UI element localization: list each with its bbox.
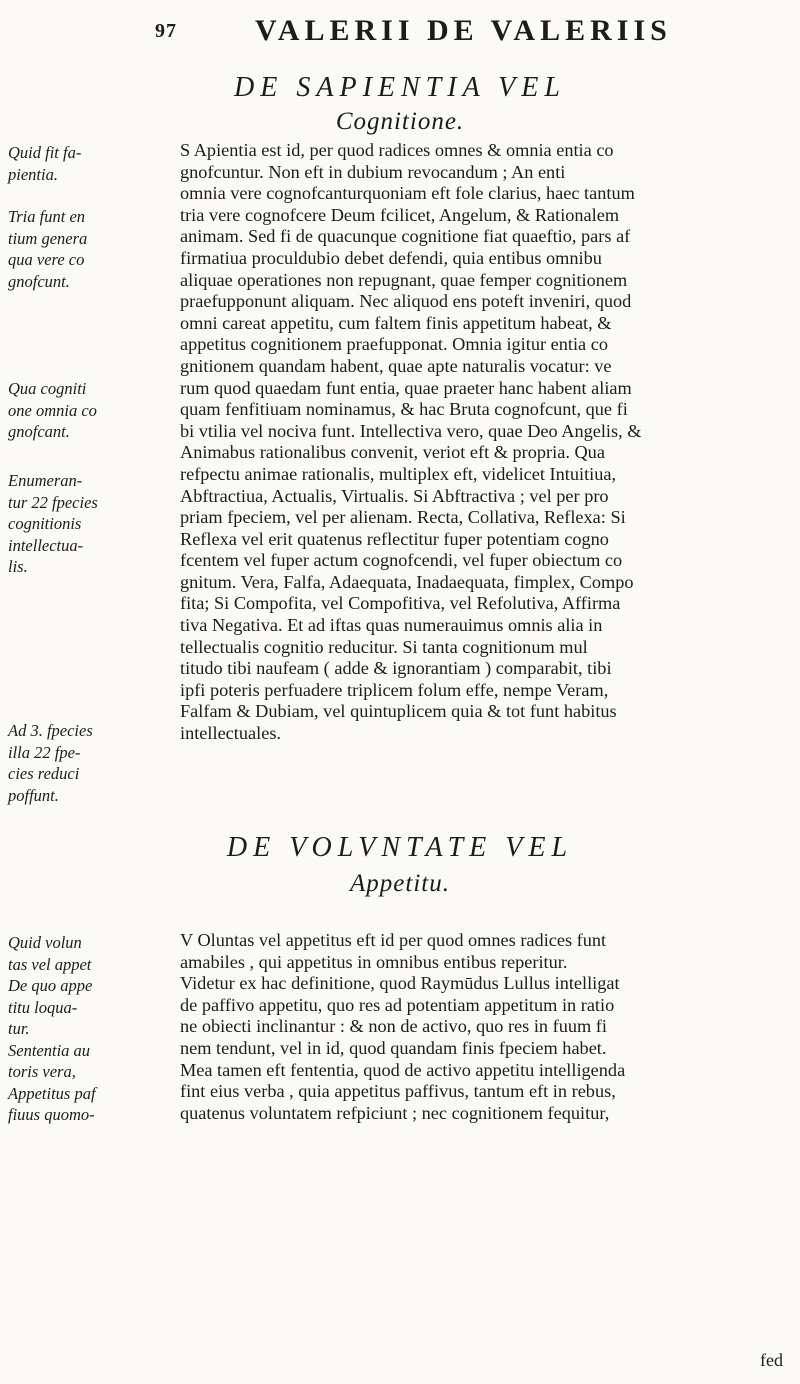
text-line: tur 22 fpecies [8,492,98,512]
text-line: Tria funt en [8,207,86,226]
text-line: gnitionem quandam habent, quae apte naturalis vocatur: ve [180,355,612,376]
text-line: cognitionis [8,514,82,533]
text-line: V Oluntas vel appetitus eft id per quod omnes radices funt [180,930,607,950]
text-line: rum quod quaedam funt entia, quae praeter hanc habent aliam [180,377,632,398]
text-line: tellectualis cognitio reducitur. Si tanta cognitionum mul [180,636,588,657]
text-line: tas vel appet [8,954,92,974]
text-line: toris vera, [8,1062,76,1081]
text-line: nem tendunt, vel in id, quod quandam finis fpeciem habet. [180,1037,607,1058]
section-subheading-appetitu: Appetitu. [350,870,450,897]
text-line: de paffivo appetitu, quo res ad potentiam appetitum in ratio [180,994,615,1015]
text-line: ipfi poteris perfuadere triplicem folum effe, nempe Veram, [180,679,609,700]
text-line: Ad 3. fpecies [8,721,93,740]
text-line: refpectu animae rationalis, multiplex eft, videlicet Intuitiua, [180,463,617,484]
text-line: Abftractiua, Actualis, Virtualis. Si Abftractiva ; vel per pro [180,485,609,506]
margin-note-enumerantur [8,470,178,578]
section-body-voluntate [180,930,790,1124]
text-line: fita; Si Compofita, vel Compofitiva, vel Refolutiva, Affirma [180,593,621,614]
text-line: intellectua- [8,535,84,555]
text-line: gnofcant. [8,422,70,441]
text-line: bi vtilia vel nociva funt. Intellectiva vero, quae Deo Angelis, & [180,420,642,441]
text-line: ne obiecti inclinantur : & non de activo, quo res in fuum fi [180,1016,607,1037]
text-line: fint eius verba , quia appetitus paffivus, tantum eft in rebus, [180,1081,616,1102]
text-line: Sententia au [8,1040,91,1060]
section-subheading-cognitione: Cognitione. [335,108,465,135]
text-line: aliquae operationes non repugnant, quae femper cognitionem [180,269,628,290]
text-line: gnofcunt. [8,271,70,291]
margin-note-cognitione-omnia [8,378,178,443]
text-line: fcentem vel fuper actum cognofcendi, vel fuper obiectum co [180,550,623,571]
running-head: VALERII DE VALERIIS [255,14,672,47]
text-line: De quo appe [8,976,93,995]
catchword: fed [760,1350,783,1370]
text-line: Qua cogniti [8,379,87,398]
section-heading-sapientia: DE SAPIENTIA VEL [234,72,566,103]
text-line: Falfam & Dubiam, vel quintuplicem quia & tot funt habitus [180,701,617,722]
text-line: S Apientia est id, per quod radices omnes & omnia entia co [180,140,614,160]
text-line: Videtur ex hac definitione, quod Raymūdus Lullus intelligat [180,973,620,994]
text-line: amabiles , qui appetitus in omnibus entibus reperitur. [180,951,568,972]
text-line: quam fenfitiuam nominamus, & hac Bruta cognofcunt, que fi [180,399,628,420]
text-line: tur. [8,1019,30,1038]
text-line: omni careat appetitu, cum faltem finis appetitum habeat, & [180,312,612,333]
margin-note-voluntas [8,932,178,1126]
text-line: tiva Negativa. Et ad iftas quas numerauimus omnis alia in [180,615,603,636]
text-line: qua vere co [8,250,85,269]
text-line: intellectuales. [180,723,282,744]
margin-note-sapientia [8,142,178,185]
text-line: Quid fit fa- [8,143,82,162]
text-line: Reflexa vel erit quatenus reflectitur fuper potentiam cogno [180,528,609,549]
text-line: illa 22 fpe- [8,742,81,762]
text-line: one omnia co [8,400,97,420]
text-line: Animabus rationalibus convenit, veriot eft & propria. Qua [180,442,605,463]
text-line: firmatiua proculdubio debet defendi, quia entibus omnibu [180,247,602,268]
text-line: Enumeran- [8,471,83,490]
text-line: Appetitus paf [8,1083,96,1103]
section-body-sapientia [180,140,790,745]
margin-note-tria-genera [8,206,178,292]
page-number: 97 [155,20,177,42]
text-line: poffunt. [8,785,59,805]
text-line: gnofcuntur. Non eft in dubium revocandum ; An enti [180,161,566,182]
text-line: fiuus quomo- [8,1105,95,1124]
text-line: titu loqua- [8,997,78,1017]
text-line: quatenus voluntatem refpiciunt ; nec cognitionem fequitur, [180,1102,610,1123]
text-line: Quid volun [8,933,82,952]
text-line: cies reduci [8,764,80,783]
text-line: tium genera [8,228,88,248]
text-line: animam. Sed fi de quacunque cognitione fiat quaeftio, pars af [180,226,631,247]
text-line: gnitum. Vera, Falfa, Adaequata, Inadaequata, fimplex, Compo [180,571,634,592]
text-line: titudo tibi naufeam ( adde & ignorantiam ) comparabit, tibi [180,658,612,679]
margin-note-tres-species [8,720,178,806]
text-line: appetitus cognitionem praefupponat. Omnia igitur entia co [180,334,608,355]
text-line: lis. [8,557,28,576]
text-line: pientia. [8,164,58,184]
text-line: praefupponunt aliquam. Nec aliquod ens poteft inveniri, quod [180,291,632,312]
text-line: Mea tamen eft fententia, quod de activo appetitu intelligenda [180,1059,626,1080]
text-line: tria vere cognofcere Deum fcilicet, Angelum, & Rationalem [180,204,620,225]
text-line: omnia vere cognofcanturquoniam eft fole clarius, haec tantum [180,183,635,204]
text-line: priam fpeciem, vel per alienam. Recta, Collativa, Reflexa: Si [180,507,626,528]
section-heading-voluntate: DE VOLVNTATE VEL [226,832,574,863]
